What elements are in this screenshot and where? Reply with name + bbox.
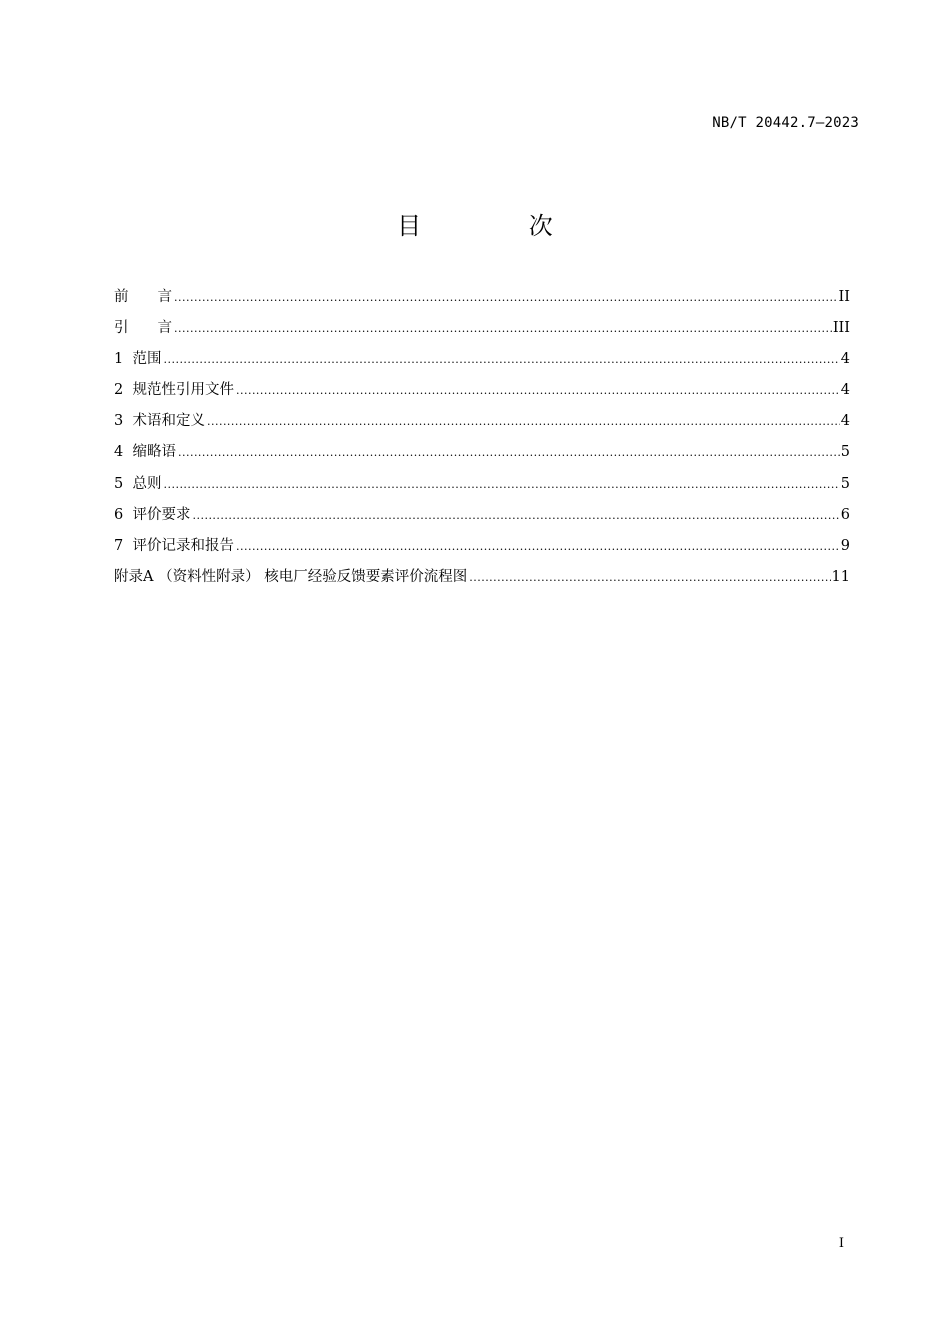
page-number: I <box>838 1236 844 1251</box>
toc-entry-records-reports[interactable] <box>114 536 850 567</box>
toc-leader-dots <box>174 319 832 339</box>
toc-entry-foreword[interactable] <box>114 287 850 318</box>
toc-entry-page: 11 <box>831 568 850 585</box>
toc-title: 目 次 <box>397 212 603 240</box>
toc-entry-label: 5 总则 <box>114 475 162 492</box>
toc-leader-dots <box>178 443 840 463</box>
toc-entry-page: 4 <box>840 413 850 430</box>
toc-entry-introduction[interactable] <box>114 318 850 349</box>
toc-entry-terms-definitions[interactable] <box>114 411 850 442</box>
toc-leader-dots <box>174 288 838 308</box>
toc-entry-page: 5 <box>840 444 850 461</box>
toc-entry-general[interactable] <box>114 474 850 505</box>
toc-entry-label: 3 术语和定义 <box>114 413 205 430</box>
toc-leader-dots <box>236 381 840 401</box>
toc-entry-label: 附录A （资料性附录） 核电厂经验反馈要素评价流程图 <box>114 568 468 585</box>
toc-entry-label: 前 言 <box>114 289 172 305</box>
toc-entry-label: 7 评价记录和报告 <box>114 537 234 554</box>
toc-entry-page: II <box>838 289 850 305</box>
toc-entry-appendix-a[interactable] <box>114 567 850 598</box>
toc-entry-label: 6 评价要求 <box>114 506 191 523</box>
standard-code: NB/T 20442.7—2023 <box>712 115 859 131</box>
toc-entry-scope[interactable] <box>114 349 850 380</box>
toc-entry-normative-references[interactable] <box>114 380 850 411</box>
toc-entry-label: 引 言 <box>114 320 172 337</box>
toc-entry-page: 4 <box>840 382 850 399</box>
toc-entry-page: 4 <box>840 351 850 368</box>
toc-entry-label: 4 缩略语 <box>114 444 176 461</box>
toc-entry-label: 1 范围 <box>114 351 162 368</box>
toc-leader-dots <box>236 537 840 557</box>
toc-entry-label: 2 规范性引用文件 <box>114 382 234 399</box>
toc-leader-dots <box>469 568 830 588</box>
toc-leader-dots <box>163 475 839 495</box>
toc-entry-abbreviations[interactable] <box>114 442 850 473</box>
toc-entry-page: 6 <box>840 506 850 523</box>
toc-entry-page: 5 <box>840 475 850 492</box>
toc-entry-evaluation-requirements[interactable] <box>114 505 850 536</box>
toc-entry-page: 9 <box>840 537 850 554</box>
toc-leader-dots <box>163 350 839 370</box>
toc-entry-page: III <box>832 320 850 337</box>
toc-leader-dots <box>207 412 840 432</box>
toc-leader-dots <box>192 506 839 526</box>
toc-list <box>114 287 850 598</box>
